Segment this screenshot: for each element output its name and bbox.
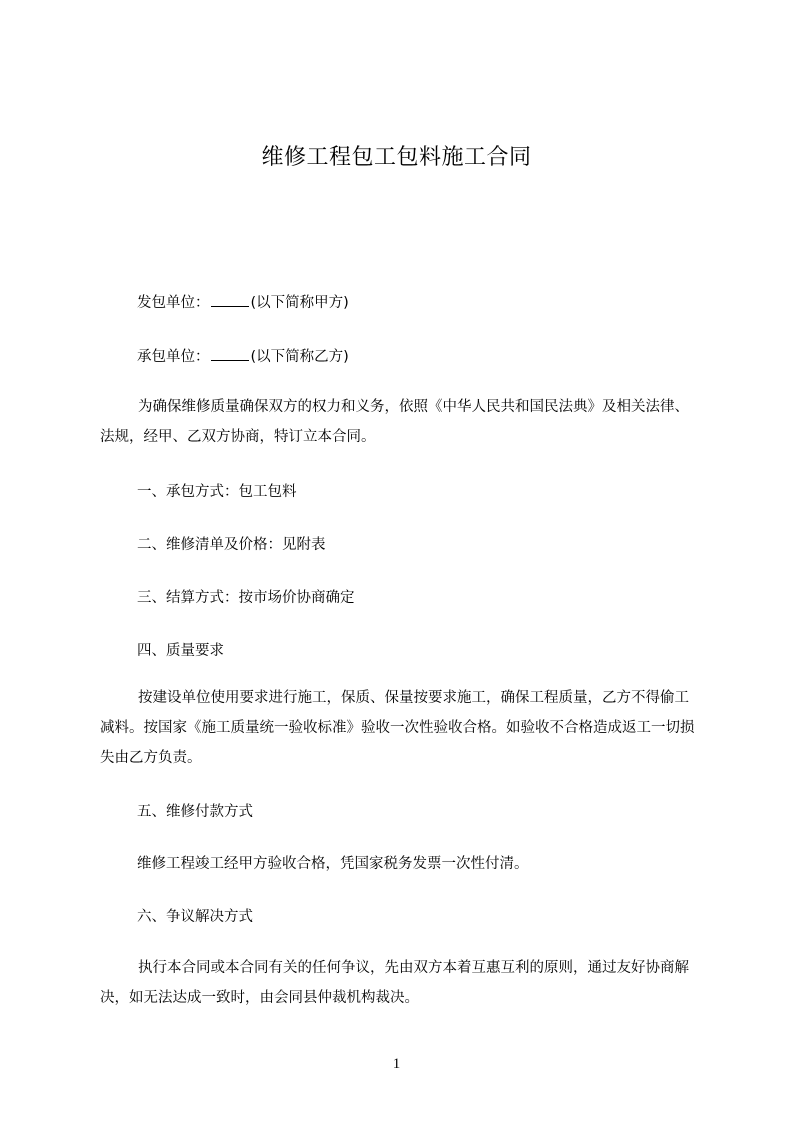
clause-5-body: 维修工程竣工经甲方验收合格，凭国家税务发票一次性付清。 (137, 856, 529, 872)
clause-6-heading: 六、争议解决方式 (137, 909, 253, 925)
document-title: 维修工程包工包料施工合同 (261, 145, 532, 170)
clause-3: 三、结算方式：按市场价协商确定 (137, 590, 355, 606)
preamble-paragraph: 为确保维修质量确保双方的权力和义务，依照《中华人民共和国民法典》及相关法律、法规，经甲、乙双方协商，特订立本合同。 (100, 399, 689, 445)
clause-2: 二、维修清单及价格：见附表 (137, 537, 326, 553)
party-b-line (137, 345, 349, 366)
party-b-blank (211, 348, 249, 361)
party-b-label: 承包单位： (137, 349, 210, 365)
party-a-suffix: (以下简称甲方) (250, 295, 349, 311)
clause-1: 一、承包方式：包工包料 (137, 484, 297, 500)
clause-4-heading: 四、质量要求 (137, 643, 224, 659)
clause-5-heading: 五、维修付款方式 (137, 804, 253, 820)
clause-6-body: 执行本合同或本合同有关的任何争议，先由双方本着互惠互利的原则，通过友好协商解决，如无法达成一致时，由会同县仲裁机构裁决。 (100, 960, 689, 1006)
party-a-label: 发包单位： (137, 295, 210, 311)
page-number: 1 (392, 1056, 401, 1072)
party-b-suffix: (以下简称乙方) (250, 349, 349, 365)
clause-4-body: 按建设单位使用要求进行施工，保质、保量按要求施工，确保工程质量，乙方不得偷工减料。按国家《施工质量统一验收标准》验收一次性验收合格。如验收不合格造成返工一切损失由乙方负责。 (100, 690, 695, 766)
party-a-line (137, 291, 349, 312)
party-a-blank (211, 294, 249, 307)
